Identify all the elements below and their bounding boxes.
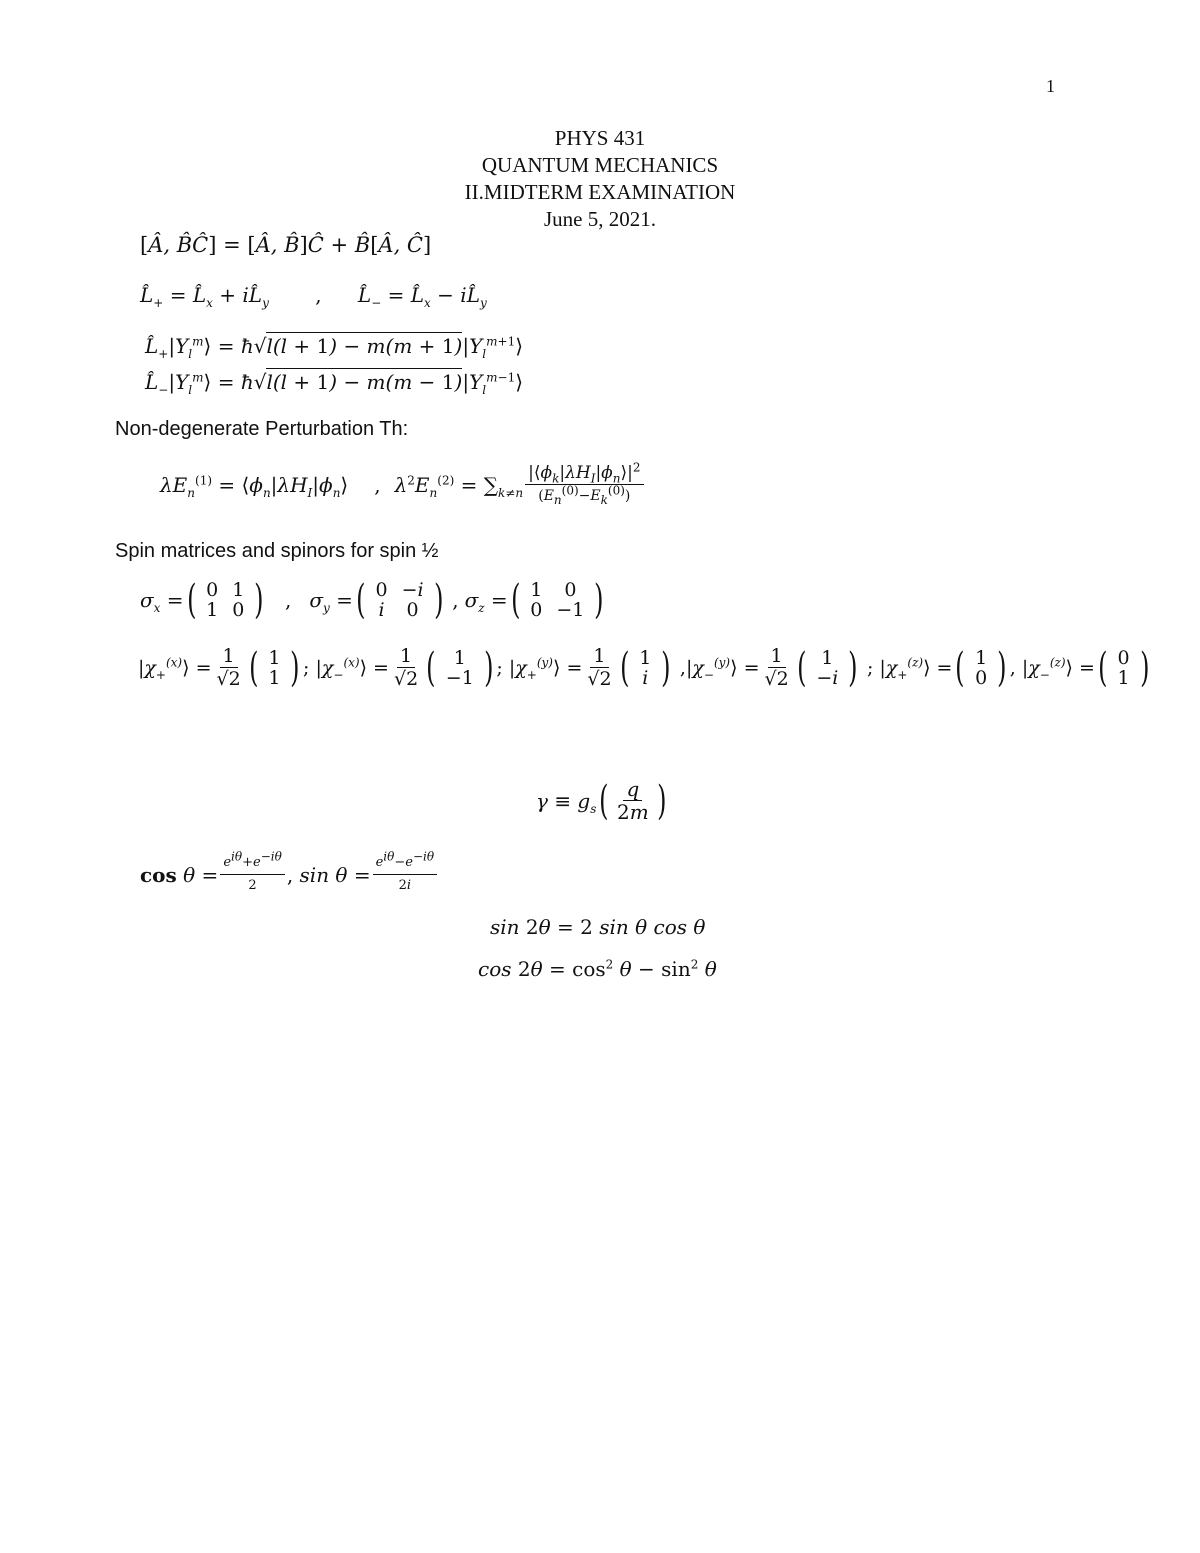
lowering-operator-action: $L̂_-|Y_l^m⟩$ = ħ√l(l + $1) - m(m - 1)|Y_l^{m-1}⟩$ — [145, 370, 524, 397]
perturbation-label: Non-degenerate Perturbation Th: — [115, 418, 409, 440]
euler-formulas: cos θ = $\frac{e^{i\theta}+e^{-i\theta}}{2}$ , sin θ = $\frac{e^{i\theta}-e^{-i\theta}}{2i}$ — [140, 852, 439, 897]
ladder-operator-definition: $L̂_+$ = $L̂_x$ + $iL̂_y$ , $L̂_-$ = $L̂_x$ − $iL̂_y$ — [140, 283, 487, 310]
sigma-z-matrix: ( 1 0 0 −1 ) — [510, 577, 604, 623]
perturbation-formulas: $\lambda E_n^{(1)}$ = $⟨\phi_n|\lambda H_I|\phi_n⟩$ , $\lambda^2E_n^{(2)} = \sum_{k\ne n}$ $\frac{|⟨\phi_k|\lambda H_I|\phi_n⟩|^2}{(E_n^{(0)}-E_k^{(0)})}$ — [160, 462, 646, 507]
spin-label: Spin matrices and spinors for spin ½ — [115, 540, 439, 562]
cos-double-angle: $\cos 2\theta = \cos^2 \theta - \sin^2 \theta$ — [478, 957, 717, 981]
sigma-x-matrix: ( 0 1 1 0 ) — [186, 577, 264, 623]
gyromagnetic-ratio: $\gamma \equiv g_s$ ( $\frac{q}{2m}$ ) — [536, 777, 667, 824]
spinor-eigenstates: $|\chi_+^{(x)}⟩$ = $\frac{1}{√2}$ ( 1 1 ) ; $|\chi_-^{(x)}⟩$ = $\frac{1}{√2}$ ( 1 −1 ) ; $|\chi_+^{(y)}⟩$ = $\frac{1}{√2}$ ( 1 i ) , $|\chi_-^{(y)}⟩$ = $\frac{1}{√2}$ ( 1 −i ) ; $|\chi_+^{(z)}⟩$ = ( 1 0 ) , $|\chi_-^{(z)}⟩$ = ( 0 1 ) — [138, 644, 1150, 691]
sigma-y-matrix: ( 0 −i i 0 ) — [356, 577, 444, 623]
course-code: PHYS 431 — [554, 126, 646, 150]
exam-date: June 5, 2021. — [544, 207, 656, 231]
page-number: 1 — [1046, 76, 1055, 96]
course-subject: QUANTUM MECHANICS — [481, 153, 719, 177]
sin-double-angle: sin 2θ = 2 sin θ cos θ — [490, 915, 706, 939]
commutator-formula: [Â, B̂Ĉ] = [Â, B̂]Ĉ + B̂[Â, Ĉ] — [140, 233, 432, 257]
raising-operator-action: $L̂_+|Y_l^m⟩$ = ħ√l(l + $1) - m(m + 1)|Y_l^{m+1}⟩$ — [145, 334, 524, 361]
exam-title: II.MIDTERM EXAMINATION — [464, 180, 736, 204]
pauli-matrices: $\sigma_x$ = ( 0 1 1 0 ) , $\sigma_y$ = ( 0 −i i 0 ) , $\sigma_z$ = ( 1 0 0 −1 ) — [140, 580, 607, 620]
